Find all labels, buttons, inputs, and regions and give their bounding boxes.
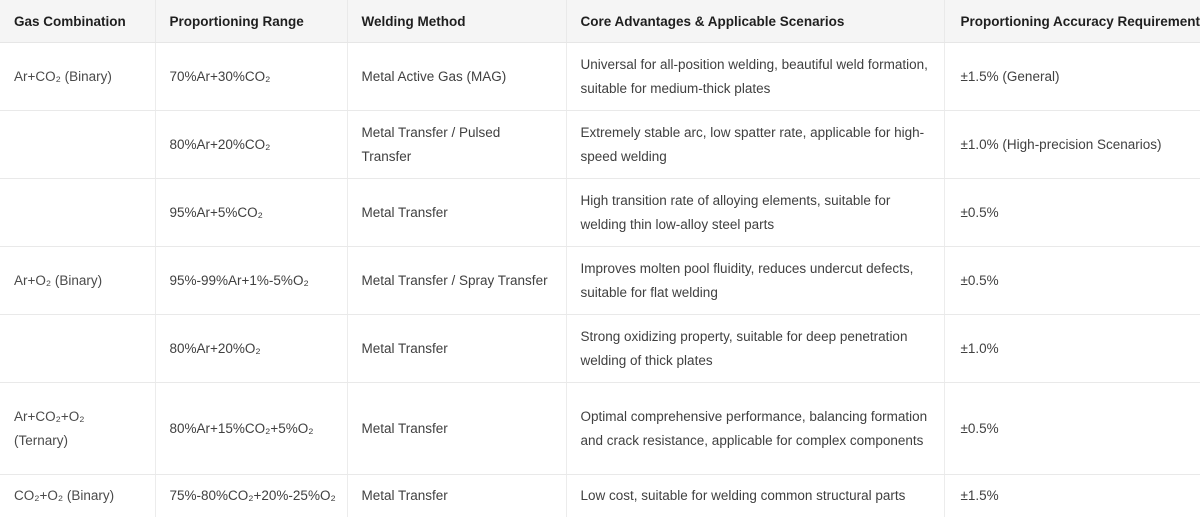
advantages-cell: Optimal comprehensive performance, balancing formation and crack resistance, applicable for complex components bbox=[566, 383, 944, 475]
advantages-cell: Strong oxidizing property, suitable for deep penetration welding of thick plates bbox=[566, 315, 944, 383]
proportioning-range-cell: 80%Ar+15%CO₂+5%O₂ bbox=[155, 383, 347, 475]
welding-method-cell: Metal Transfer bbox=[347, 179, 566, 247]
accuracy-cell: ±1.5% (General) bbox=[944, 43, 1200, 111]
proportioning-range-cell: 80%Ar+20%O₂ bbox=[155, 315, 347, 383]
table-header-row bbox=[0, 0, 1200, 43]
header-accuracy-requirement: Proportioning Accuracy Requirement bbox=[944, 0, 1200, 43]
advantages-cell: Universal for all-position welding, beautiful weld formation, suitable for medium-thick plates bbox=[566, 43, 944, 111]
advantages-cell: High transition rate of alloying elements, suitable for welding thin low-alloy steel parts bbox=[566, 179, 944, 247]
header-welding-method: Welding Method bbox=[347, 0, 566, 43]
table-row bbox=[0, 475, 1200, 518]
table-row bbox=[0, 43, 1200, 111]
welding-method-cell: Metal Transfer / Pulsed Transfer bbox=[347, 111, 566, 179]
header-core-advantages: Core Advantages & Applicable Scenarios bbox=[566, 0, 944, 43]
table-row bbox=[0, 247, 1200, 315]
proportioning-range-cell: 95%-99%Ar+1%-5%O₂ bbox=[155, 247, 347, 315]
welding-method-cell: Metal Transfer bbox=[347, 383, 566, 475]
proportioning-range-cell: 75%-80%CO₂+20%-25%O₂ bbox=[155, 475, 347, 518]
header-gas-combination: Gas Combination bbox=[0, 0, 155, 43]
proportioning-range-cell: 70%Ar+30%CO₂ bbox=[155, 43, 347, 111]
gas-combination-cell: Ar+CO₂+O₂ (Ternary) bbox=[0, 383, 155, 475]
header-proportioning-range: Proportioning Range bbox=[155, 0, 347, 43]
welding-method-cell: Metal Transfer / Spray Transfer bbox=[347, 247, 566, 315]
table-row bbox=[0, 315, 1200, 383]
gas-combination-cell bbox=[0, 111, 155, 179]
accuracy-cell: ±0.5% bbox=[944, 179, 1200, 247]
accuracy-cell: ±1.0% bbox=[944, 315, 1200, 383]
welding-method-cell: Metal Transfer bbox=[347, 315, 566, 383]
gas-combination-cell: Ar+CO₂ (Binary) bbox=[0, 43, 155, 111]
gas-combination-cell: Ar+O₂ (Binary) bbox=[0, 247, 155, 315]
accuracy-cell: ±1.0% (High-precision Scenarios) bbox=[944, 111, 1200, 179]
gas-combination-cell bbox=[0, 179, 155, 247]
gas-combination-cell: CO₂+O₂ (Binary) bbox=[0, 475, 155, 518]
welding-method-cell: Metal Active Gas (MAG) bbox=[347, 43, 566, 111]
advantages-cell: Low cost, suitable for welding common structural parts bbox=[566, 475, 944, 518]
proportioning-range-cell: 95%Ar+5%CO₂ bbox=[155, 179, 347, 247]
table-row bbox=[0, 383, 1200, 475]
accuracy-cell: ±0.5% bbox=[944, 247, 1200, 315]
accuracy-cell: ±1.5% bbox=[960, 488, 999, 503]
advantages-cell: Extremely stable arc, low spatter rate, applicable for high-speed welding bbox=[566, 111, 944, 179]
welding-method-cell: Metal Transfer bbox=[347, 475, 566, 518]
table-row bbox=[0, 179, 1200, 247]
advantages-cell: Improves molten pool fluidity, reduces undercut defects, suitable for flat welding bbox=[566, 247, 944, 315]
accuracy-cell: ±0.5% bbox=[944, 383, 1200, 475]
proportioning-range-cell: 80%Ar+20%CO₂ bbox=[155, 111, 347, 179]
gas-combination-cell bbox=[0, 315, 155, 383]
table-row bbox=[0, 111, 1200, 179]
